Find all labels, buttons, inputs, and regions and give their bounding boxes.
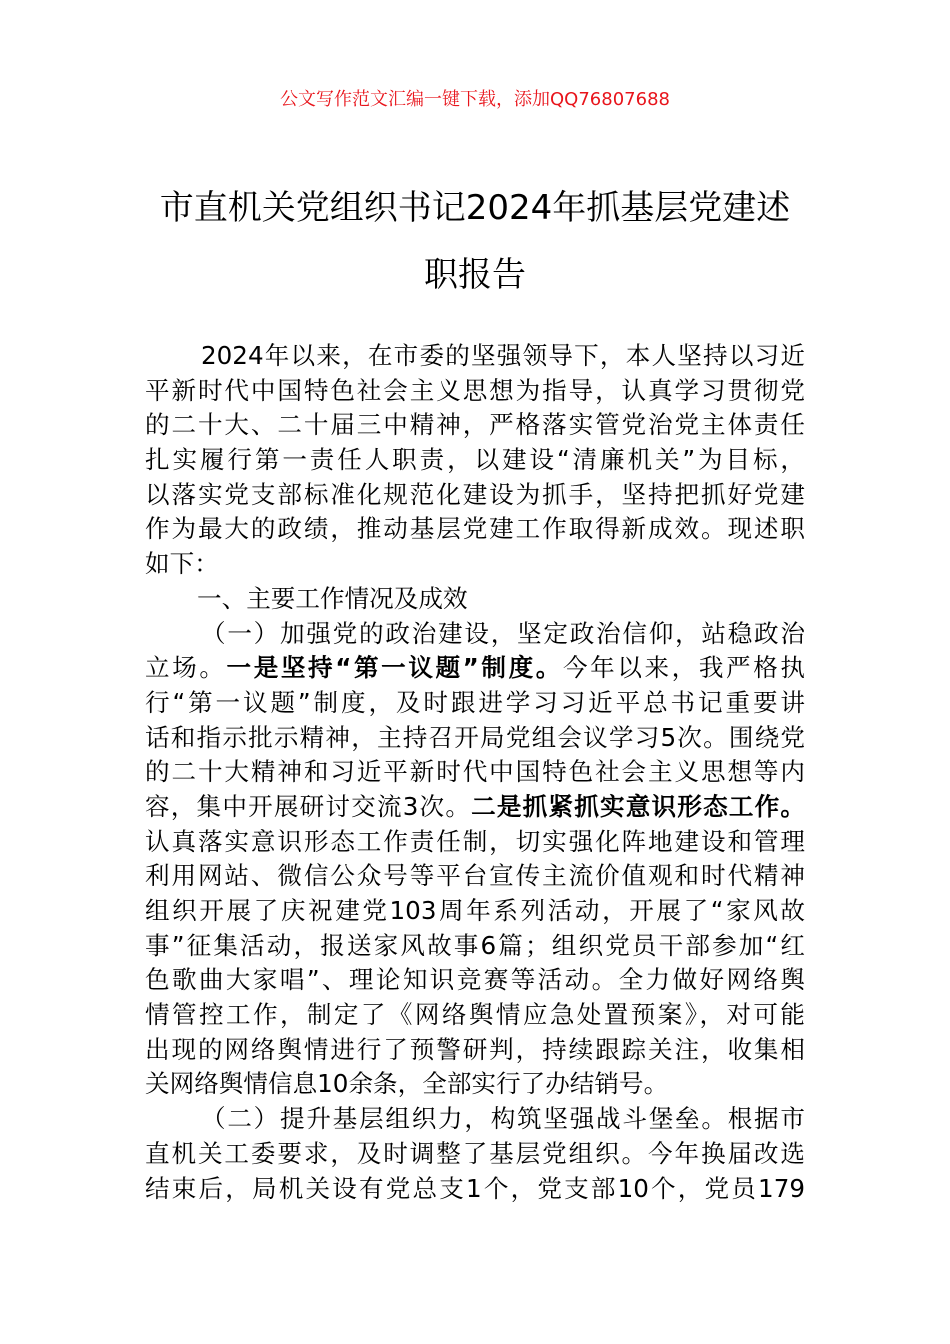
- document-title-line-2: 职报告: [424, 255, 526, 295]
- text-segment: 色歌曲大家唱”、理论知识竞赛等活动。全力做好网络舆: [145, 965, 805, 995]
- paragraph-line: [145, 582, 805, 617]
- text-segment: 直机关工委要求，及时调整了基层党组织。今年换届改选: [145, 1138, 805, 1168]
- text-segment: 容，集中开展研讨交流3次。: [145, 791, 472, 821]
- text-segment: 一、主要工作情况及成效: [197, 583, 468, 613]
- text-segment: 扎实履行第一责任人职责，以建设“清廉机关”为目标，: [145, 445, 805, 475]
- paragraph-line: [145, 651, 805, 686]
- paragraph-line: [145, 721, 805, 756]
- text-segment: 以落实党支部标准化规范化建设为抓手，坚持把抓好党建: [145, 479, 805, 509]
- text-segment: 的二十大精神和习近平新时代中国特色社会主义思想等内: [145, 757, 805, 787]
- paragraph-line: [145, 374, 805, 409]
- text-segment: 行“第一议题”制度，及时跟进学习习近平总书记重要讲: [145, 687, 805, 717]
- download-banner-link[interactable]: 公文写作范文汇编一键下载，添加QQ76807688: [280, 89, 670, 110]
- text-segment: 认真落实意识形态工作责任制，切实强化阵地建设和管理: [145, 826, 805, 856]
- text-segment: （二）提升基层组织力，构筑坚强战斗堡垒。根据市: [201, 1104, 805, 1134]
- text-segment: 组织开展了庆祝建党103周年系列活动，开展了“家风故: [145, 896, 805, 925]
- text-segment: （一）加强党的政治建设，坚定政治信仰，站稳政治: [201, 618, 805, 648]
- text-segment: 关网络舆情信息10余条，全部实行了办结销号。: [145, 1069, 669, 1099]
- paragraph-line: [145, 686, 805, 721]
- text-segment: 作为最大的政绩，推动基层党建工作取得新成效。现述职: [145, 514, 805, 544]
- paragraph-line: [145, 1033, 805, 1068]
- text-segment: 利用网站、微信公众号等平台宣传主流价值观和时代精神: [145, 861, 805, 891]
- text-segment: 今年以来，我严格执: [562, 653, 805, 683]
- paragraph-line: [145, 617, 805, 652]
- paragraph-line: [145, 547, 805, 582]
- paragraph-line: [145, 1102, 805, 1137]
- paragraph-line: [145, 443, 805, 478]
- paragraph-line: [145, 512, 805, 547]
- paragraph-line: [145, 894, 805, 929]
- paragraph-line: [145, 790, 805, 825]
- bold-text: 一是坚持“第一议题”制度。: [226, 653, 563, 683]
- paragraph-line: [145, 998, 805, 1033]
- text-segment: 事”征集活动，报送家风故事6篇；组织党员干部参加“红: [145, 930, 805, 960]
- paragraph-line: [145, 1067, 805, 1102]
- paragraph-line: [145, 825, 805, 860]
- text-segment: 2024年以来，在市委的坚强领导下，本人坚持以习近: [201, 341, 805, 370]
- paragraph-line: [145, 339, 805, 374]
- text-segment: 话和指示批示精神，主持召开局党组会议学习5次。围绕党: [145, 722, 805, 752]
- paragraph-line: [145, 1137, 805, 1172]
- document-title-line-1: 市直机关党组织书记2024年抓基层党建述: [159, 188, 791, 228]
- paragraph-line: [145, 1172, 805, 1207]
- text-segment: 结束后，局机关设有党总支1个，党支部10个，党员179: [145, 1173, 805, 1203]
- text-segment: 情管控工作，制定了《网络舆情应急处置预案》，对可能: [145, 1000, 805, 1030]
- paragraph-line: [145, 963, 805, 998]
- paragraph-line: [145, 478, 805, 513]
- text-segment: 出现的网络舆情进行了预警研判，持续跟踪关注，收集相: [145, 1034, 805, 1064]
- paragraph-line: [145, 755, 805, 790]
- paragraph-line: [145, 859, 805, 894]
- text-segment: 平新时代中国特色社会主义思想为指导，认真学习贯彻党: [145, 375, 805, 405]
- paragraph-line: [145, 408, 805, 443]
- text-segment: 如下：: [145, 549, 219, 579]
- document-body: [145, 339, 805, 1206]
- bold-text: 二是抓紧抓实意识形态工作。: [471, 791, 805, 821]
- paragraph-line: [145, 929, 805, 964]
- text-segment: 立场。: [145, 653, 227, 683]
- text-segment: 的二十大、二十届三中精神，严格落实管党治党主体责任: [145, 410, 805, 440]
